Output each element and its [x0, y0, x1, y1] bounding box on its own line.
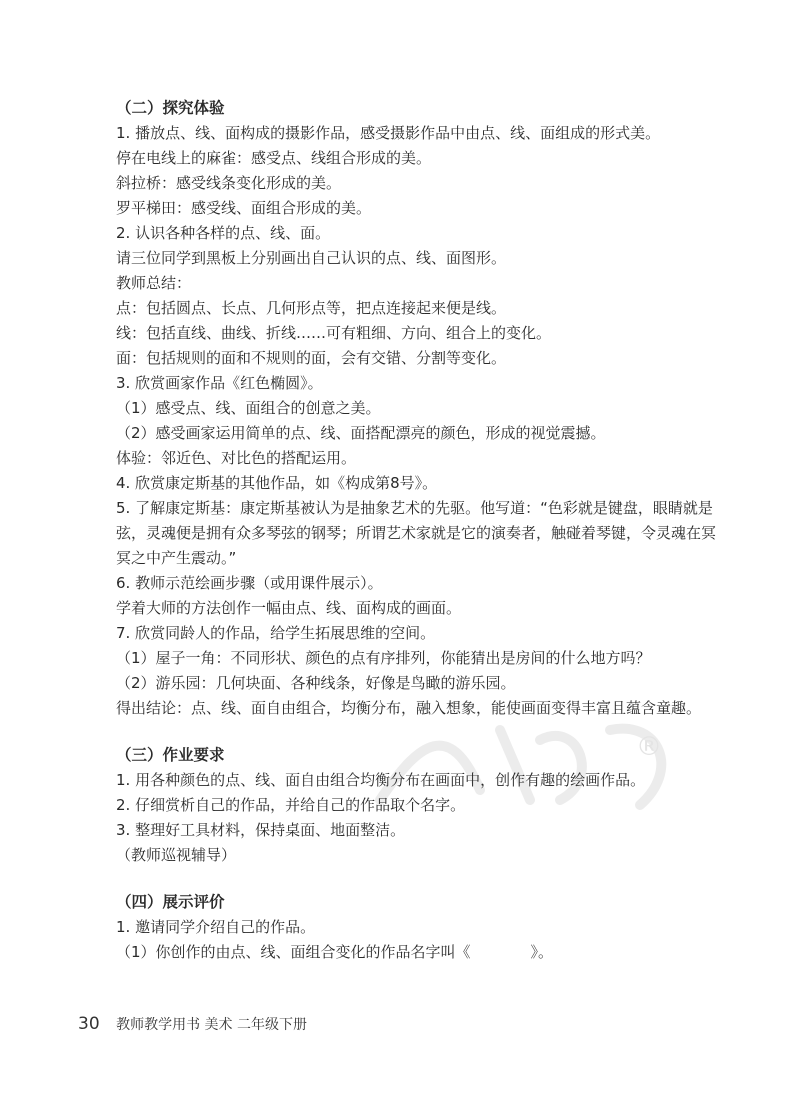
text-line: 罗平梯田：感受线、面组合形成的美。 [116, 199, 372, 217]
text-line: （1）屋子一角：不同形状、颜色的点有序排列，你能猜出是房间的什么地方吗？ [116, 649, 651, 667]
text-line: 请三位同学到黑板上分别画出自己认识的点、线、面图形。 [116, 249, 507, 267]
page-number: 30 [78, 1014, 100, 1034]
text-line: （1）感受点、线、面组合的创意之美。 [116, 399, 381, 417]
text-line: 得出结论：点、线、面自由组合，均衡分布，融入想象，能使画面变得丰富且蕴含童趣。 [116, 699, 702, 717]
text-line: 线：包括直线、曲线、折线……可有粗细、方向、组合上的变化。 [116, 324, 552, 342]
section-heading: （四）展示评价 [116, 893, 225, 911]
book-title: 教师教学用书 美术 二年级下册 [116, 1017, 307, 1033]
text-line: （2）游乐园：几何块面、各种线条，好像是鸟瞰的游乐园。 [116, 674, 516, 692]
text-line: 3. 整理好工具材料，保持桌面、地面整洁。 [116, 821, 406, 839]
text-line: 3. 欣赏画家作品《红色椭圆》。 [116, 374, 323, 392]
registered-mark: ® [636, 732, 662, 762]
text-line: 点：包括圆点、长点、几何形点等，把点连接起来便是线。 [116, 299, 507, 317]
text-line: 7. 欣赏同龄人的作品，给学生拓展思维的空间。 [116, 624, 436, 642]
text-line: 斜拉桥：感受线条变化形成的美。 [116, 174, 342, 192]
section-heading: （三）作业要求 [116, 746, 225, 764]
text-line: 4. 欣赏康定斯基的其他作品，如《构成第8号》。 [116, 474, 438, 492]
text-line: 学着大师的方法创作一幅由点、线、面构成的画面。 [116, 599, 462, 617]
text-line: 体验：邻近色、对比色的搭配运用。 [116, 449, 357, 467]
text-line: 面：包括规则的面和不规则的面，会有交错、分割等变化。 [116, 349, 507, 367]
text-line: 1. 播放点、线、面构成的摄影作品，感受摄影作品中由点、线、面组成的形式美。 [116, 124, 661, 142]
text-line: 6. 教师示范绘画步骤（或用课件展示）。 [116, 574, 383, 592]
text-line: 1. 用各种颜色的点、线、面自由组合均衡分布在画面中，创作有趣的绘画作品。 [116, 771, 646, 789]
text-line: 教师总结： [116, 274, 192, 292]
page-content [116, 96, 716, 965]
text-line: （教师巡视辅导） [116, 846, 237, 864]
page-footer [78, 1014, 307, 1034]
text-line: 2. 认识各种各样的点、线、面。 [116, 224, 331, 242]
section-heading: （二）探究体验 [116, 99, 225, 117]
kandinsky-paragraph: 5. 了解康定斯基：康定斯基被认为是抽象艺术的先驱。他写道：“色彩就是键盘，眼睛就是弦，灵魂便是拥有众多琴弦的钢琴；所谓艺术家就是它的演奏者，触碰着琴键，令灵魂在冥冥之中产生震动。” [116, 499, 717, 567]
text-line: （2）感受画家运用简单的点、线、面搭配漂亮的颜色，形成的视觉震撼。 [116, 424, 606, 442]
text-line: 1. 邀请同学介绍自己的作品。 [116, 918, 316, 936]
text-line: 停在电线上的麻雀：感受点、线组合形成的美。 [116, 149, 432, 167]
text-line: 2. 仔细赏析自己的作品，并给自己的作品取个名字。 [116, 796, 466, 814]
text-line: （1）你创作的由点、线、面组合变化的作品名字叫《 》。 [116, 943, 554, 961]
